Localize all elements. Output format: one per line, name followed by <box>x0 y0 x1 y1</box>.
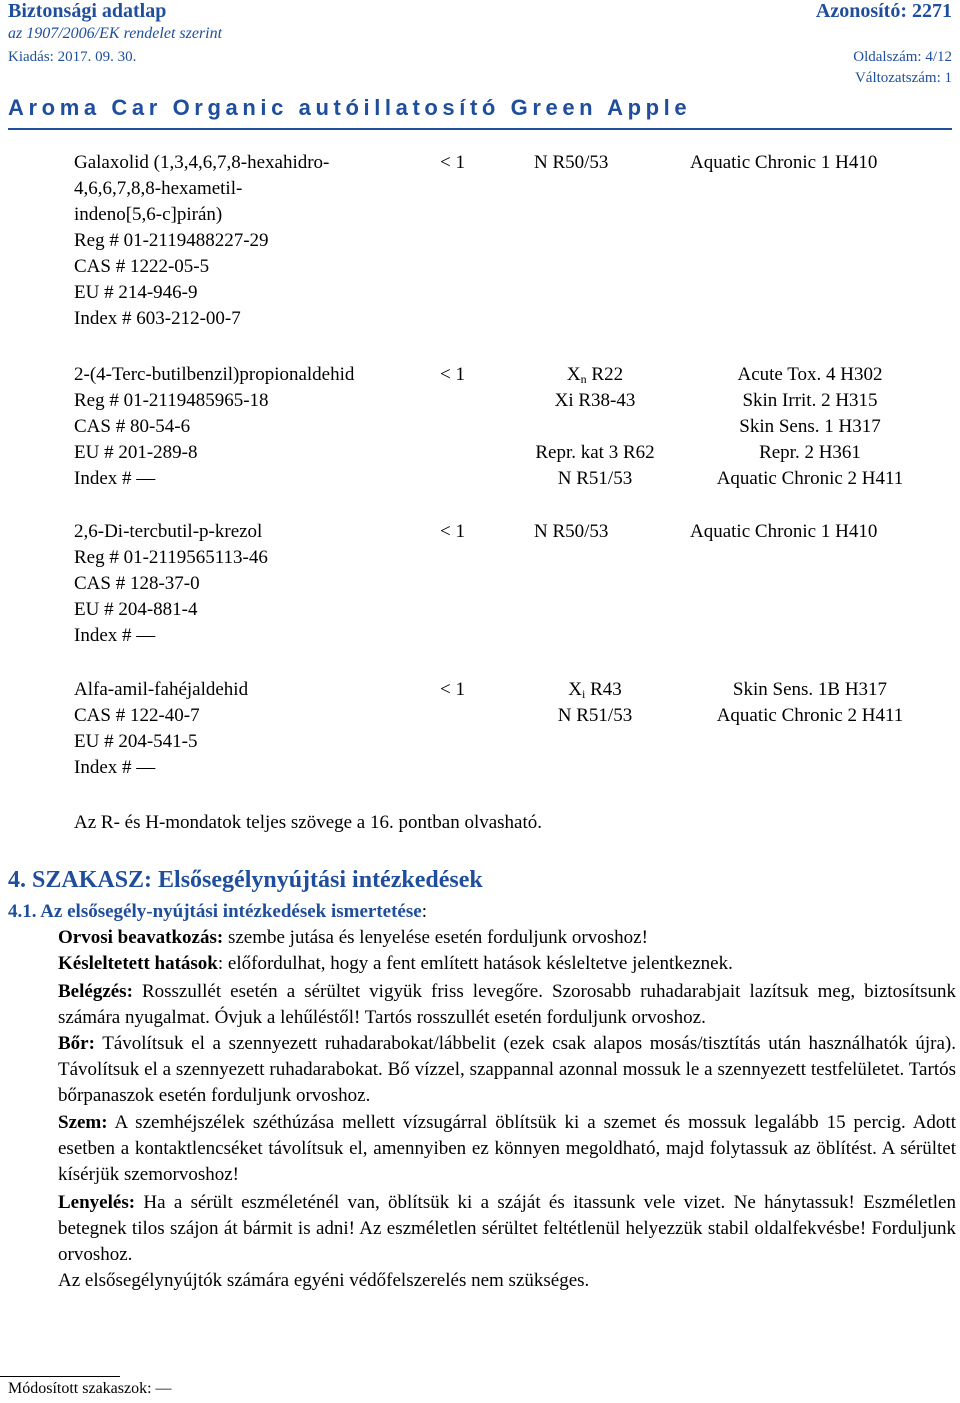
document-title: Biztonsági adatlap <box>8 0 167 22</box>
component-clp-classification: Acute Tox. 4 H302 <box>737 364 883 385</box>
r-h-phrases-note: Az R- és H-mondatok teljes szövege a 16. pontban olvasható. <box>74 812 543 833</box>
version-number: Változatszám: 1 <box>854 70 952 86</box>
component-concentration: < 1 <box>440 521 465 542</box>
component-index: Index # — <box>74 625 156 646</box>
section-title: 4. SZAKASZ: Elsősegélynyújtási intézkedések <box>8 867 483 893</box>
component-eu: EU # 214-946-9 <box>74 282 198 303</box>
component-reg: Reg # 01-2119488227-29 <box>74 230 269 251</box>
component-concentration: < 1 <box>440 152 465 173</box>
component-cas: CAS # 128-37-0 <box>74 573 200 594</box>
component-clp-classification: Skin Irrit. 2 H315 <box>742 390 878 411</box>
component-dsd-classification: N R50/53 <box>534 152 609 173</box>
first-aid-paragraph: Orvosi beavatkozás: szembe jutása és lenyelése esetén forduljunk orvoshoz! <box>58 927 648 948</box>
component-dsd-classification: $X_n$ R22 <box>566 364 624 386</box>
component-concentration: < 1 <box>440 679 465 700</box>
component-clp-classification: Aquatic Chronic 1 H410 <box>690 521 878 542</box>
component-reg: Reg # 01-2119565113-46 <box>74 547 268 568</box>
component-dsd-classification: N R50/53 <box>534 521 609 542</box>
component-eu: EU # 204-881-4 <box>74 599 198 620</box>
component-concentration: < 1 <box>440 364 465 385</box>
first-aid-paragraph: Bőr: Távolítsuk el a szennyezett ruhadarabokat/lábbelit (ezek csak alapos mosás/tisztítás után használhatók újra). Távolítsuk el a szennyezett ruhadarabokat. Bő vízzel, szappannal azonnal mossuk le a szennyezett testfelületet. Tartós bőrpanaszok esetén forduljunk orvoshoz. <box>58 1033 956 1106</box>
component-name: 2,6-Di-tercbutil-p-krezol <box>74 521 263 542</box>
first-aid-paragraph: Az elsősegélynyújtók számára egyéni védőfelszerelés nem szükséges. <box>58 1270 590 1291</box>
regulation-reference: az 1907/2006/EK rendelet szerint <box>8 25 223 42</box>
modified-sections: Módosított szakaszok: — <box>8 1380 172 1397</box>
component-cas: CAS # 1222-05-5 <box>74 256 210 277</box>
component-name: Galaxolid (1,3,4,6,7,8-hexahidro- <box>74 152 330 173</box>
component-index: Index # — <box>74 468 156 489</box>
component-cas: CAS # 80-54-6 <box>74 416 191 437</box>
component-name: 4,6,6,7,8,8-hexametil- <box>74 178 243 199</box>
component-dsd-classification: $X_i$ R43 <box>568 679 622 701</box>
component-clp-classification: Aquatic Chronic 1 H410 <box>690 152 878 173</box>
component-name: 2-(4-Terc-butilbenzil)propionaldehid <box>74 364 355 385</box>
first-aid-paragraph: Lenyelés: Ha a sérült eszméleténél van, öblítsük ki a száját és itassunk vele vizet. Ne hánytassuk! Eszméletlen betegnek tilos szájon át bármit is adni! Az eszméletlen sérültet feltétlenül helyezzük stabil oldalfekvésbe! Forduljunk orvoshoz. <box>58 1192 956 1265</box>
component-clp-classification: Skin Sens. 1B H317 <box>732 679 888 700</box>
first-aid-paragraph: Szem: A szemhéjszélek széthúzása mellett vízsugárral öblítsük ki a szemet és mossuk legalább 15 percig. Adott esetben a kontaktlencséket távolítsuk el, amennyiben ez könnyen megoldható, majd folytassuk az öblítést. A sérültet kísérjük szemorvoshoz! <box>58 1112 956 1185</box>
component-dsd-classification: N R51/53 <box>557 468 633 489</box>
first-aid-paragraph: Késleltetett hatások: előfordulhat, hogy a fent említett hatások késleltetve jelentkeznek. <box>58 953 733 974</box>
issue-date: Kiadás: 2017. 09. 30. <box>8 49 137 65</box>
component-cas: CAS # 122-40-7 <box>74 705 200 726</box>
component-name: Alfa-amil-fahéjaldehid <box>74 679 249 700</box>
document-identifier: Azonosító: 2271 <box>815 0 952 22</box>
component-dsd-classification: Repr. kat 3 R62 <box>535 442 655 463</box>
component-index: Index # 603-212-00-7 <box>74 308 241 329</box>
component-reg: Reg # 01-2119485965-18 <box>74 390 269 411</box>
component-clp-classification: Aquatic Chronic 2 H411 <box>716 705 904 726</box>
footer-divider <box>0 1376 120 1377</box>
component-eu: EU # 201-289-8 <box>74 442 198 463</box>
page-number: Oldalszám: 4/12 <box>853 49 952 65</box>
component-clp-classification: Aquatic Chronic 2 H411 <box>716 468 904 489</box>
first-aid-paragraph: Belégzés: Rosszullét esetén a sérültet vigyük friss levegőre. Szorosabb ruhadarabjait lazítsuk meg, biztosítsunk számára nyugalmat. Óvjuk a lehűléstől! Tartós rosszullét esetén forduljunk orvoshoz. <box>58 981 956 1028</box>
subsection-title: 4.1. Az elsősegély-nyújtási intézkedések ismertetése: <box>8 901 427 922</box>
component-name: indeno[5,6-c]pirán) <box>74 204 223 225</box>
component-clp-classification: Skin Sens. 1 H317 <box>739 416 881 437</box>
component-clp-classification: Repr. 2 H361 <box>759 442 861 463</box>
component-index: Index # — <box>74 757 156 778</box>
component-eu: EU # 204-541-5 <box>74 731 198 752</box>
component-dsd-classification: N R51/53 <box>557 705 633 726</box>
component-dsd-classification: Xi R38-43 <box>554 390 636 411</box>
product-name: Aroma Car Organic autóillatosító Green Apple <box>8 95 692 120</box>
header-divider <box>8 128 952 130</box>
